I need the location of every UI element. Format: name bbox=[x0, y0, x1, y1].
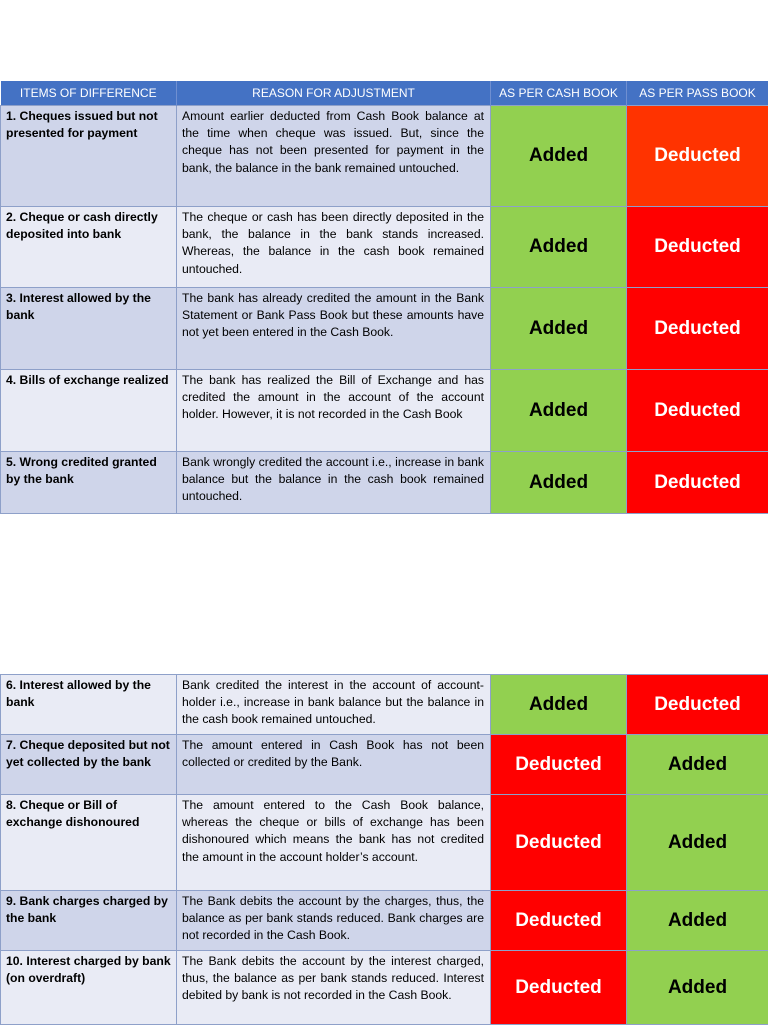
table-row bbox=[1, 452, 768, 514]
cash-book-cell: Added bbox=[491, 452, 627, 514]
reason-cell: Bank credited the interest in the account of account-holder i.e., increase in bank balance but the balance in the cash book remained untouched. bbox=[177, 675, 491, 735]
reason-cell: Amount earlier deducted from Cash Book balance at the time when cheque was issued. But, since the cheque has not been presented for payment in the bank, the balance in the bank remained untouched. bbox=[177, 106, 491, 207]
table-row bbox=[1, 735, 768, 795]
pass-book-cell: Added bbox=[627, 951, 768, 1025]
cash-book-cell: Added bbox=[491, 288, 627, 370]
reason-cell: The Bank debits the account by the interest charged, thus, the balance as per bank stands reduced. Interest debited by bank is not recorded in the Cash Book. bbox=[177, 951, 491, 1025]
cash-book-cell: Deducted bbox=[491, 795, 627, 891]
header-as-per-pass-book: AS PER PASS BOOK bbox=[627, 81, 768, 106]
table-row bbox=[1, 288, 768, 370]
reason-cell: The Bank debits the account by the charges, thus, the balance as per bank stands reduced. Bank charges are not recorded in the Cash Book. bbox=[177, 891, 491, 951]
item-cell: 8. Cheque or Bill of exchange dishonoured bbox=[1, 795, 177, 891]
header-items-of-difference: ITEMS OF DIFFERENCE bbox=[1, 81, 177, 106]
header-reason-for-adjustment: REASON FOR ADJUSTMENT bbox=[177, 81, 491, 106]
pass-book-cell: Added bbox=[627, 795, 768, 891]
table-row bbox=[1, 207, 768, 288]
item-cell: 3. Interest allowed by the bank bbox=[1, 288, 177, 370]
item-cell: 4. Bills of exchange realized bbox=[1, 370, 177, 452]
header-row bbox=[1, 81, 768, 106]
cash-book-cell: Deducted bbox=[491, 951, 627, 1025]
cash-book-cell: Added bbox=[491, 106, 627, 207]
reason-cell: The bank has realized the Bill of Exchange and has credited the amount in the account of the account holder. However, it is not recorded in the Cash Book bbox=[177, 370, 491, 452]
reason-cell: The amount entered in Cash Book has not been collected or credited by the Bank. bbox=[177, 735, 491, 795]
pass-book-cell: Deducted bbox=[627, 370, 768, 452]
item-cell: 10. Interest charged by bank (on overdraft) bbox=[1, 951, 177, 1025]
cash-book-cell: Added bbox=[491, 207, 627, 288]
pass-book-cell: Deducted bbox=[627, 288, 768, 370]
cash-book-cell: Deducted bbox=[491, 735, 627, 795]
pass-book-cell: Deducted bbox=[627, 452, 768, 514]
pass-book-cell: Deducted bbox=[627, 106, 768, 207]
table-row bbox=[1, 106, 768, 207]
table-row bbox=[1, 795, 768, 891]
reason-cell: The cheque or cash has been directly deposited in the bank, the balance in the bank stands increased. Whereas, the balance in the cash book remained untouched. bbox=[177, 207, 491, 288]
table-row bbox=[1, 951, 768, 1025]
table-row bbox=[1, 370, 768, 452]
table-row bbox=[1, 675, 768, 735]
pass-book-cell: Added bbox=[627, 735, 768, 795]
item-cell: 1. Cheques issued but not presented for payment bbox=[1, 106, 177, 207]
cash-book-cell: Added bbox=[491, 675, 627, 735]
item-cell: 6. Interest allowed by the bank bbox=[1, 675, 177, 735]
pass-book-cell: Added bbox=[627, 891, 768, 951]
reason-cell: The bank has already credited the amount in the Bank Statement or Bank Pass Book but these amounts have not yet been entered in the Cash Book. bbox=[177, 288, 491, 370]
item-cell: 5. Wrong credited granted by the bank bbox=[1, 452, 177, 514]
pass-book-cell: Deducted bbox=[627, 675, 768, 735]
item-cell: 9. Bank charges charged by the bank bbox=[1, 891, 177, 951]
pass-book-cell: Deducted bbox=[627, 207, 768, 288]
table-row bbox=[1, 891, 768, 951]
reason-cell: Bank wrongly credited the account i.e., increase in bank balance but the balance in the cash book remained untouched. bbox=[177, 452, 491, 514]
header-as-per-cash-book: AS PER CASH BOOK bbox=[491, 81, 627, 106]
item-cell: 2. Cheque or cash directly deposited into bank bbox=[1, 207, 177, 288]
item-cell: 7. Cheque deposited but not yet collected by the bank bbox=[1, 735, 177, 795]
reason-cell: The amount entered to the Cash Book balance, whereas the cheque or bills of exchange has been dishonoured which means the bank has not credited the amount in the account holder’s account. bbox=[177, 795, 491, 891]
cash-book-cell: Added bbox=[491, 370, 627, 452]
cash-book-cell: Deducted bbox=[491, 891, 627, 951]
reconciliation-table-bottom bbox=[0, 674, 768, 1025]
reconciliation-table-top bbox=[0, 81, 768, 514]
